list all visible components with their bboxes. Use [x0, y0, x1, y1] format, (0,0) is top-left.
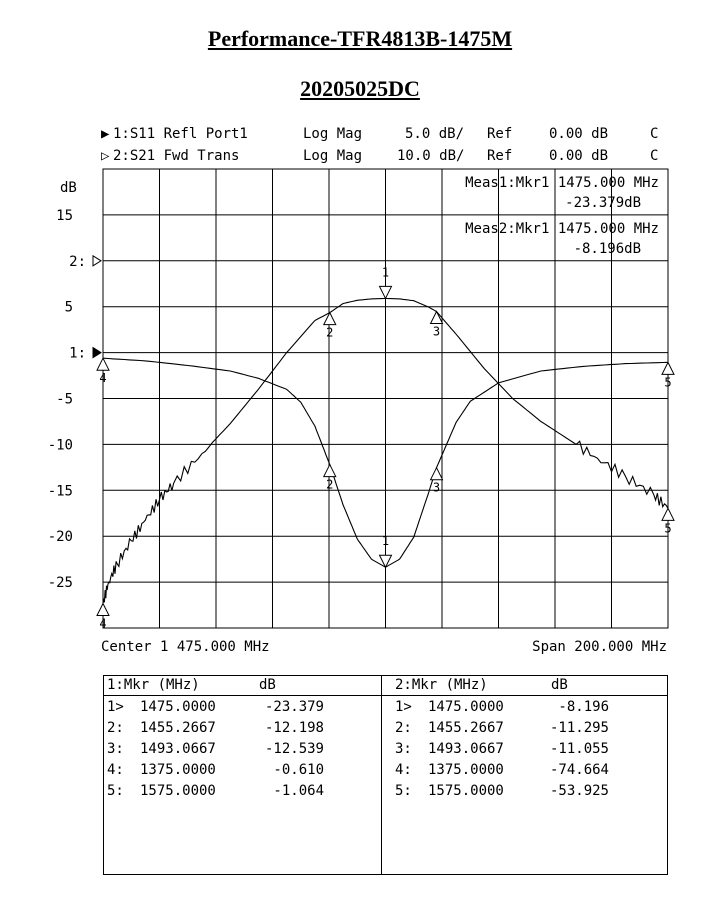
marker-id: 1>: [107, 699, 124, 715]
ch1-format: Log Mag: [303, 126, 363, 142]
table-row: [381, 759, 667, 780]
svg-text:2: 2: [326, 477, 334, 492]
y-tick-label: 5: [64, 299, 73, 316]
marker-id: 3:: [395, 741, 412, 757]
table-row: [381, 780, 667, 801]
y-tick-label: 15: [56, 207, 73, 224]
center-frequency: Center 1 475.000 MHz: [101, 639, 270, 655]
table-row: [104, 738, 381, 759]
table-row: [104, 717, 381, 738]
marker-id: 4:: [107, 762, 124, 778]
y-tick-label: -15: [47, 483, 73, 500]
marker-2-4: [97, 604, 109, 631]
ch1-label: 1:S11 Refl Port1: [113, 126, 248, 142]
y-tick-label: -5: [56, 391, 73, 408]
ch2-flag: C: [650, 148, 659, 164]
table-row: [381, 717, 667, 738]
meas2-line1: Meas2:Mkr1 1475.000 MHz: [465, 221, 659, 237]
ch2-ref-label: Ref: [487, 148, 513, 164]
marker-id: 3:: [107, 741, 124, 757]
marker-freq: 1575.0000: [140, 783, 216, 799]
marker-2-5: [662, 508, 674, 535]
ch2-scale: 10.0 dB/: [397, 148, 465, 164]
ch2-table-unit: dB: [551, 677, 568, 693]
ch2-label: 2:S21 Fwd Trans: [113, 148, 240, 164]
meas1-line2: -23.379dB: [565, 195, 641, 211]
meas1-line1: Meas1:Mkr1 1475.000 MHz: [465, 175, 659, 191]
ch1-table-header: 1:Mkr (MHz): [107, 677, 200, 693]
ref-marker-arrow: [93, 348, 101, 358]
svg-text:4: 4: [99, 616, 107, 631]
y-tick-labels: [48, 208, 101, 591]
marker-table-ch1: [104, 676, 382, 874]
marker-freq: 1493.0667: [140, 741, 216, 757]
marker-1-1: [380, 534, 392, 567]
marker-2-3: [431, 312, 443, 339]
marker-id: 5:: [395, 783, 412, 799]
marker-val: -8.196: [558, 699, 609, 715]
meas2-line2: -8.196dB: [573, 241, 641, 257]
ref-marker-arrow: [93, 256, 101, 266]
ch1-symbol: ▶: [101, 126, 110, 142]
table-row: [104, 780, 381, 801]
marker-val: -74.664: [549, 762, 609, 778]
marker-freq: 1475.0000: [428, 699, 504, 715]
marker-freq: 1475.0000: [140, 699, 216, 715]
marker-val: -12.198: [264, 720, 324, 736]
marker-2-1: [380, 265, 392, 298]
marker-1-5: [662, 362, 674, 389]
ref-marker-label: 2:: [69, 253, 86, 270]
ch1-ref: 0.00 dB: [549, 126, 609, 142]
y-tick-label: -25: [47, 575, 73, 592]
marker-1-4: [97, 358, 109, 385]
marker-id: 4:: [395, 762, 412, 778]
ref-marker-label: 1:: [69, 345, 86, 362]
marker-val: -1.064: [273, 783, 324, 799]
svg-text:1: 1: [381, 265, 390, 280]
marker-val: -11.055: [549, 741, 609, 757]
table-row: [381, 696, 667, 717]
ch2-table-header: 2:Mkr (MHz): [395, 677, 488, 693]
marker-id: 2:: [107, 720, 124, 736]
ch1-table-unit: dB: [259, 677, 276, 693]
marker-val: -23.379: [264, 699, 324, 715]
marker-freq: 1575.0000: [428, 783, 504, 799]
marker-val: -12.539: [264, 741, 324, 757]
svg-text:3: 3: [432, 324, 441, 339]
ch1-ref-label: Ref: [487, 126, 513, 142]
y-axis-label: dB: [60, 180, 77, 196]
marker-val: -53.925: [549, 783, 609, 799]
marker-freq: 1375.0000: [140, 762, 216, 778]
marker-table: [103, 675, 668, 875]
svg-text:2: 2: [326, 325, 334, 340]
svg-text:1: 1: [381, 534, 390, 549]
svg-text:4: 4: [99, 371, 107, 386]
table-row: [104, 696, 381, 717]
marker-table-ch2: [381, 676, 667, 874]
marker-freq: 1493.0667: [428, 741, 504, 757]
svg-text:5: 5: [664, 375, 672, 390]
svg-text:3: 3: [432, 480, 441, 495]
marker-val: -11.295: [549, 720, 609, 736]
ch2-symbol: ▷: [101, 148, 110, 164]
y-tick-label: -10: [47, 437, 73, 454]
marker-freq: 1455.2667: [428, 720, 504, 736]
marker-val: -0.610: [273, 762, 324, 778]
ch1-scale: 5.0 dB/: [405, 126, 465, 142]
page-subtitle: 20205025DC: [300, 76, 420, 101]
table-row: [104, 759, 381, 780]
ch2-ref: 0.00 dB: [549, 148, 609, 164]
page-title: Performance-TFR4813B-1475M: [207, 26, 513, 51]
ch1-flag: C: [650, 126, 659, 142]
ch2-format: Log Mag: [303, 148, 363, 164]
marker-id: 5:: [107, 783, 124, 799]
table-row: [381, 738, 667, 759]
marker-freq: 1455.2667: [140, 720, 216, 736]
svg-text:5: 5: [664, 521, 672, 536]
marker-2-2: [324, 313, 336, 340]
marker-freq: 1375.0000: [428, 762, 504, 778]
span-frequency: Span 200.000 MHz: [532, 639, 667, 655]
marker-id: 2:: [395, 720, 412, 736]
y-tick-label: -20: [47, 529, 73, 546]
marker-id: 1>: [395, 699, 412, 715]
